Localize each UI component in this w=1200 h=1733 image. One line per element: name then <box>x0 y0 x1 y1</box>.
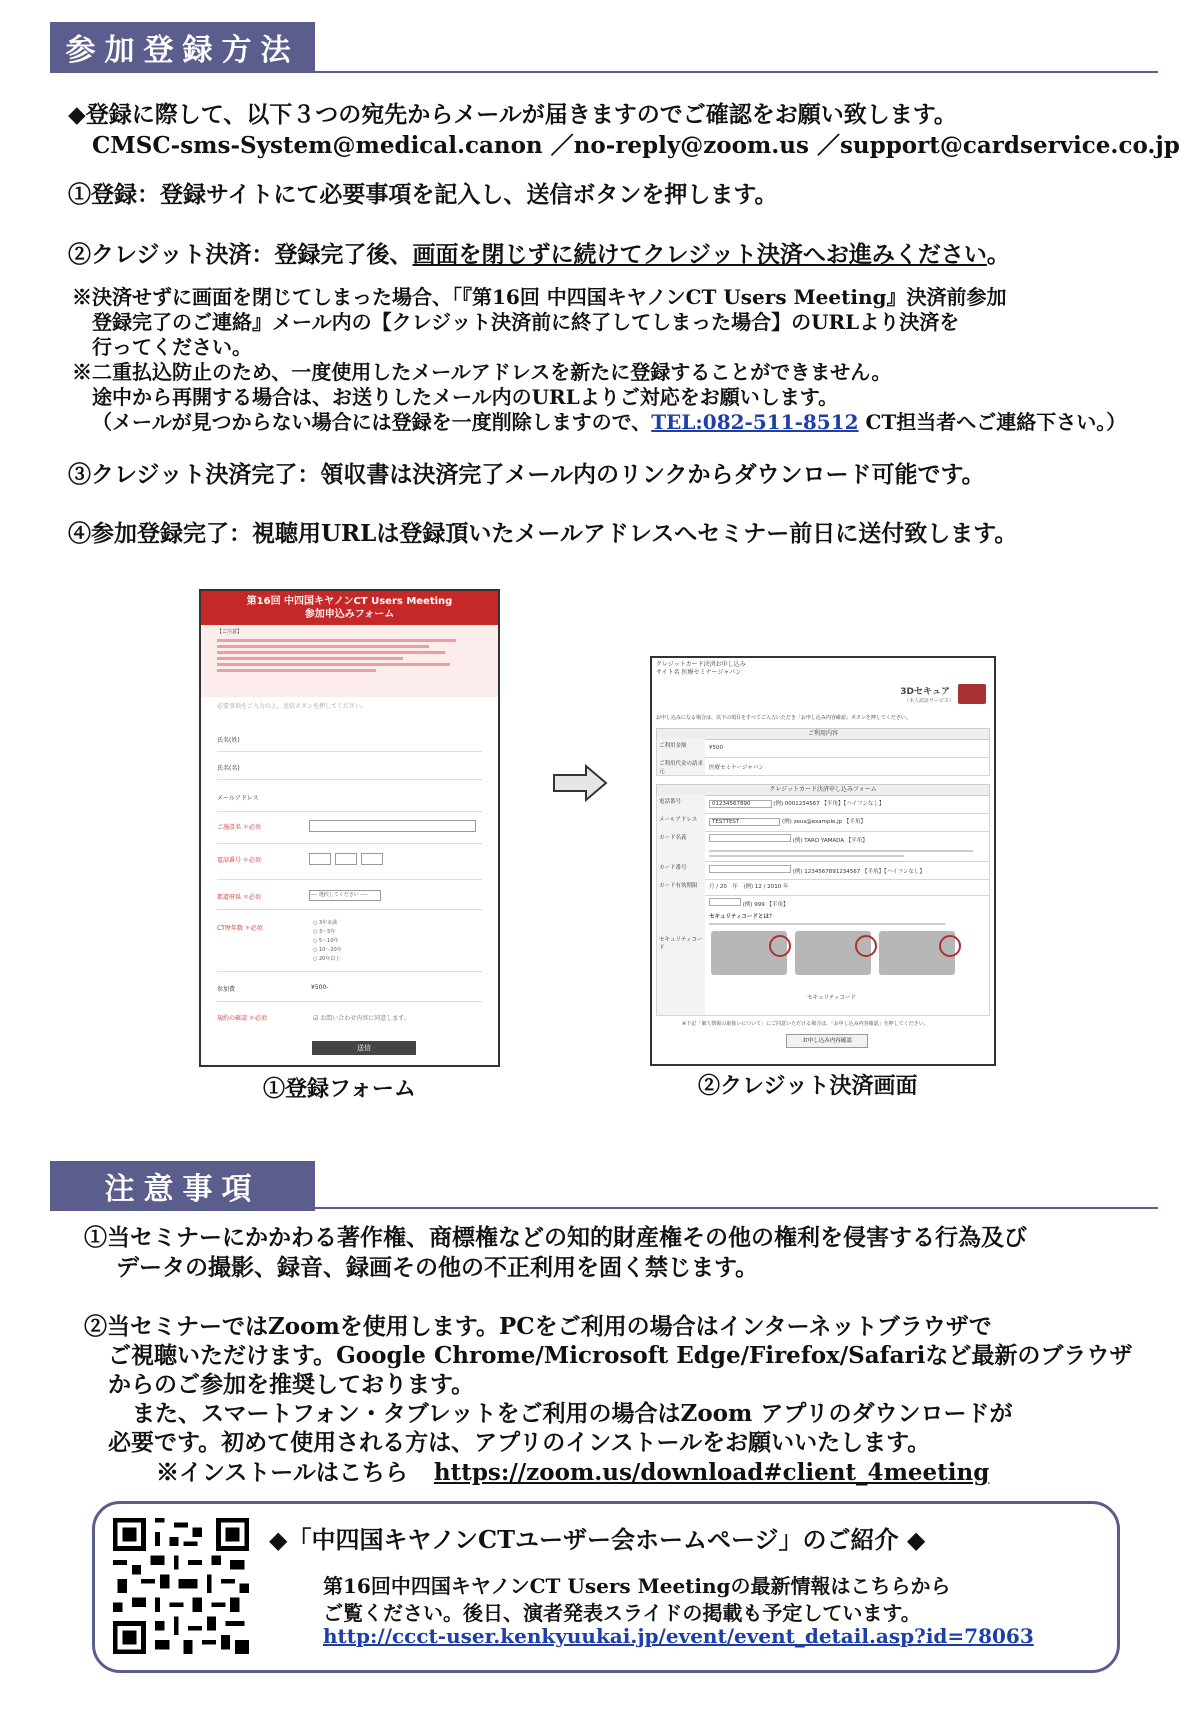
facility-name-input[interactable] <box>309 820 476 832</box>
radio-option[interactable]: ○ 5～10年 <box>313 938 339 944</box>
agree-text: お問い合わせ内容に同意します。 <box>320 1015 410 1022</box>
field-label: メールアドレス <box>217 795 259 802</box>
radio-option[interactable]: ○ 3年未満 <box>313 920 338 926</box>
secure-brand-sub: （本人認証サービス） <box>903 698 954 704</box>
field-label: 氏名(名) <box>217 765 240 772</box>
merchant-value: 医療セミナージャパン <box>709 765 764 771</box>
form-notice <box>201 625 498 697</box>
payment-site-name: サイト名 医療セミナージャパン <box>656 669 742 676</box>
form-header <box>201 591 498 625</box>
notice-2-line4: また、スマートフォン・タブレットをご利用の場合はZoom アプリのダウンロードが <box>132 1400 1013 1427</box>
card-name-hint: (例) TARO YAMADA 【半角】 <box>792 838 868 844</box>
section-title-registration: 参加登録方法 <box>50 22 315 72</box>
section-divider <box>50 71 1158 73</box>
code-caption: セキュリティコード <box>807 995 856 1001</box>
step2-suffix: 。 <box>986 241 1010 268</box>
form-header-title: 第16回 中四国キヤノンCT Users Meeting <box>246 596 453 607</box>
payment-intro: お申し込みになる場合は、以下の項目をすべてご入力いただき「お申し込み内容確認」ボタンを押してください。 <box>656 715 911 721</box>
notice-2-line1: ②当セミナーではZoomを使用します。PCをご利用の場合はインターネットブラウザで <box>84 1313 992 1340</box>
radio-option-label: 3～5年 <box>318 929 336 935</box>
step2-prefix: ②クレジット決済：登録完了後、 <box>68 241 413 268</box>
mail-label: メールアドレス <box>657 813 705 831</box>
cvv-title: セキュリティコードとは？ <box>709 914 775 920</box>
registration-form-screenshot <box>199 589 500 1067</box>
fee-value: ¥500- <box>311 984 329 991</box>
section-divider <box>50 1207 1158 1209</box>
footer-note: ※下記「個人情報の取扱いについて」にご同意いただける場合は、「お申し込み内容確認」を押してください。 <box>682 1021 929 1027</box>
phone-input-3[interactable] <box>361 853 383 865</box>
step4-text: ④参加登録完了：視聴用URLは登録頂いたメールアドレスへセミナー前日に送付致します。 <box>68 520 1018 547</box>
field-label: 都道府県 ＊必須 <box>217 894 261 901</box>
form-notice-title: 【ご注意】 <box>217 629 243 635</box>
cvv-highlight-icon <box>769 935 791 957</box>
field-label: 電話番号 ＊必須 <box>217 857 261 864</box>
merchant-label: ご利用代金の請求元 <box>657 757 705 775</box>
phone-link[interactable]: TEL:082-511-8512 <box>651 410 859 434</box>
payment-title: クレジットカード決済お申し込み <box>656 661 746 668</box>
phone-input-1[interactable] <box>309 853 331 865</box>
expiry-select[interactable]: 月 / 20 年 (例) 12 / 2010 年 <box>709 884 789 890</box>
zoom-download-link[interactable]: https://zoom.us/download#client_4meeting <box>433 1459 990 1486</box>
homepage-body-line2: ご覧ください。後日、演者発表スライドの掲載も予定しています。 <box>323 1601 921 1625</box>
cvv-input[interactable] <box>709 898 741 906</box>
amount-label: ご利用金額 <box>657 739 705 757</box>
radio-option[interactable]: ○ 10～20年 <box>313 947 342 953</box>
ct-years-options[interactable] <box>313 919 342 964</box>
credit-payment-screenshot <box>650 656 996 1066</box>
cvv-hint: (例) 999 【半角】 <box>742 902 789 908</box>
secure-brand: 3Dセキュア <box>900 687 950 697</box>
form-instruction: 必要事項をご入力の上、送信ボタンを押してください。 <box>217 703 368 710</box>
arrow-right-icon <box>552 763 608 803</box>
note1-line2: 登録完了のご連絡』メール内の【クレジット決済前に終了してしまった場合】のURLより決済を <box>92 310 960 334</box>
field-label: CT歴年数 ＊必須 <box>217 925 263 932</box>
qr-code-icon[interactable] <box>113 1518 249 1654</box>
step2-text <box>68 236 1010 269</box>
notice-2-line5: 必要です。初めて使用される方は、アプリのインストールをお願いいたします。 <box>108 1429 931 1456</box>
card-number-label: カード番号 <box>657 861 705 879</box>
field-label: ご施設名 ＊必須 <box>217 824 261 831</box>
note2-line2: 途中から再開する場合は、お送りしたメール内のURLよりご対応をお願いします。 <box>92 385 839 409</box>
radio-option-label: 5～10年 <box>318 938 339 944</box>
install-prefix: ※インストールはこちら <box>156 1459 408 1486</box>
field-label: 参加費 <box>217 986 236 993</box>
phone-hint: (例) 0001234567 【半角】【ハイフンなし】 <box>773 801 885 807</box>
prefecture-select[interactable]: ---- 選択してください ---- <box>309 890 381 901</box>
cvv-highlight-icon <box>939 935 961 957</box>
expiry-label: カード有効期限 <box>657 879 705 895</box>
notice-2-line2: ご視聴いただけます。Google Chrome/Microsoft Edge/Firefox/Safariなど最新のブラウザ <box>108 1342 1133 1369</box>
homepage-link[interactable]: http://ccct-user.kenkyuukai.jp/event/event_detail.asp?id=78063 <box>323 1624 1034 1648</box>
note1-line3: 行ってください。 <box>92 335 252 359</box>
cvv-highlight-icon <box>855 935 877 957</box>
step3-text: ③クレジット決済完了：領収書は決済完了メール内のリンクからダウンロード可能です。 <box>68 461 985 488</box>
submit-button[interactable]: 送信 <box>312 1041 416 1055</box>
sender-addresses: CMSC-sms-System@medical.canon ／no-reply@zoom.us ／support@cardservice.co.jp <box>92 132 1180 159</box>
section-title-notes: 注意事項 <box>50 1161 315 1211</box>
radio-option-label: 3年未満 <box>318 920 338 926</box>
radio-option[interactable]: ○ 3～5年 <box>313 929 336 935</box>
radio-option[interactable]: ○ 20年以上 <box>313 956 341 962</box>
homepage-body-line1: 第16回中四国キヤノンCT Users Meetingの最新情報はこちらから <box>323 1574 951 1598</box>
homepage-title: ◆「中四国キヤノンCTユーザー会ホームページ」のご紹介 ◆ <box>269 1525 926 1554</box>
mail-hint: (例) zeus@example.jp 【半角】 <box>782 819 866 825</box>
note2-prefix: （メールが見つからない場合には登録を一度削除しますので、 <box>92 410 652 434</box>
confirm-button[interactable]: お申し込み内容確認 <box>786 1034 868 1048</box>
form-caption: ①登録フォーム <box>263 1076 416 1102</box>
notice-1-line2: データの撮影、録音、録画その他の不正利用を固く禁じます。 <box>116 1254 759 1281</box>
notice-1-line1: ①当セミナーにかかわる著作権、商標権などの知的財産権その他の権利を侵害する行為及び <box>84 1224 1027 1251</box>
homepage-intro-box <box>92 1501 1120 1673</box>
install-line <box>156 1454 989 1487</box>
card-name-label: カード名義 <box>657 831 705 861</box>
amount-value: ¥500 <box>709 745 723 751</box>
radio-option-label: 10～20年 <box>318 947 342 953</box>
note2-line1: ※二重払込防止のため、一度使用したメールアドレスを新たに登録することができません。 <box>72 360 892 384</box>
card-number-hint: (例) 1234567891234567 【半角】【ハイフンなし】 <box>792 869 925 875</box>
step1-text: ①登録：登録サイトにて必要事項を記入し、送信ボタンを押します。 <box>68 181 778 208</box>
mail-input[interactable]: TESTTEST <box>709 818 780 826</box>
agree-checkbox[interactable]: ☑ お問い合わせ内容に同意します。 <box>313 1015 410 1022</box>
radio-option-label: 20年以上 <box>318 956 341 962</box>
field-label: 規約の確認 ＊必須 <box>217 1015 267 1022</box>
field-label: 氏名(姓) <box>217 737 240 744</box>
note2-suffix: CT担当者へご連絡下さい。） <box>858 410 1127 434</box>
payment-caption: ②クレジット決済画面 <box>698 1073 918 1099</box>
usage-section-header: ご利用内容 <box>656 728 990 740</box>
cvv-label: セキュリティコード <box>657 895 705 1015</box>
note2-line3 <box>92 406 1126 435</box>
payment-site-info <box>652 658 994 680</box>
step2-emphasis: 画面を閉じずに続けてクレジット決済へお進みください <box>412 241 987 268</box>
form-header-subtitle: 参加申込みフォーム <box>304 609 395 620</box>
phone-input[interactable]: 01234567890 <box>709 800 772 808</box>
note1-line1: ※決済せずに画面を閉じてしまった場合、「『第16回 中四国キヤノンCT Users Meeting』決済前参加 <box>72 285 1007 309</box>
phone-input-2[interactable] <box>335 853 357 865</box>
notice-2-line3: からのご参加を推奨しております。 <box>108 1371 475 1398</box>
intro-line: ◆登録に際して、以下３つの宛先からメールが届きますのでご確認をお願い致します。 <box>68 101 957 128</box>
secure-logo-icon <box>958 684 986 704</box>
card-number-input[interactable] <box>709 865 791 873</box>
phone-label: 電話番号 <box>657 795 705 813</box>
card-form-header: クレジットカード決済申し込みフォーム <box>656 784 990 796</box>
card-name-input[interactable] <box>709 834 791 842</box>
